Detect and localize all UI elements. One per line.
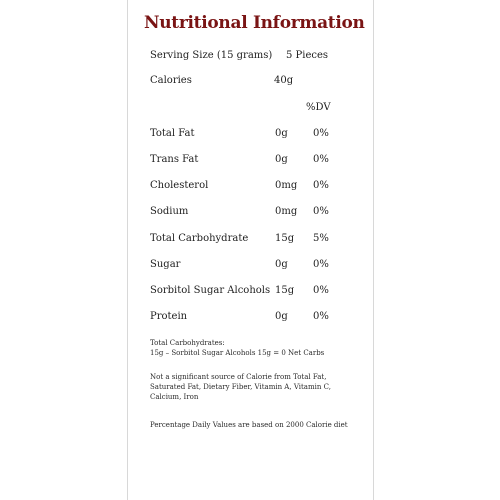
nutrient-amount: 15g: [275, 285, 295, 296]
nutrient-label: Sodium: [150, 206, 189, 217]
nutrient-row-trans-fat: [150, 154, 350, 168]
daily-value-header: %DV: [306, 102, 331, 113]
nutrient-dv: 0%: [313, 128, 329, 139]
nutrient-dv: 5%: [313, 233, 329, 244]
nutrient-amount: 0mg: [275, 206, 298, 217]
nutrient-label: Cholesterol: [150, 180, 209, 191]
significance-note: Not a significant source of Calorie from Total Fat, Saturated Fat, Dietary Fiber, Vitamin A, Vitamin C, Calcium, Iron: [150, 373, 331, 401]
page-title: Nutritional Information: [144, 13, 365, 33]
net-carbs-formula: 15g – Sorbitol Sugar Alcohols 15g = 0 Net Carbs: [150, 349, 325, 357]
nutrient-amount: 0g: [275, 128, 288, 139]
nutrient-label: Total Fat: [150, 128, 195, 139]
nutrient-label: Sorbitol Sugar Alcohols: [150, 285, 271, 296]
nutrient-dv: 0%: [313, 180, 329, 191]
nutrient-row-total-fat: [150, 128, 350, 142]
nutrient-label: Sugar: [150, 259, 181, 270]
nutrient-label: Trans Fat: [150, 154, 199, 165]
nutrient-amount: 0mg: [275, 180, 298, 191]
calories-label: Calories: [150, 75, 192, 86]
nutrient-label: Total Carbohydrate: [150, 233, 249, 244]
nutrient-amount: 0g: [275, 259, 288, 270]
nutrient-amount: 15g: [275, 233, 295, 244]
serving-size-label: Serving Size (15 grams): [150, 50, 273, 61]
nutrient-row-sodium: [150, 206, 350, 220]
net-carbs-note: [150, 338, 360, 358]
net-carbs-heading: Total Carbohydrates:: [150, 339, 225, 347]
serving-size-value: 5 Pieces: [286, 50, 329, 61]
nutrient-row-sugar: [150, 259, 350, 273]
nutrient-dv: 0%: [313, 206, 329, 217]
calories-value: 40g: [274, 75, 294, 86]
nutrient-dv: 0%: [313, 285, 329, 296]
nutrient-amount: 0g: [275, 311, 288, 322]
nutrient-row-cholesterol: [150, 180, 350, 194]
daily-values-note: Percentage Daily Values are based on 2000 Calorie diet: [150, 421, 348, 429]
nutrient-dv: 0%: [313, 311, 329, 322]
nutrient-row-total-carbohydrate: [150, 233, 350, 247]
nutrient-row-sorbitol-sugar-alcohols: [150, 285, 350, 299]
nutrient-label: Protein: [150, 311, 188, 322]
nutrient-amount: 0g: [275, 154, 288, 165]
nutrient-dv: 0%: [313, 259, 329, 270]
nutrient-row-protein: [150, 311, 350, 325]
nutrient-dv: 0%: [313, 154, 329, 165]
